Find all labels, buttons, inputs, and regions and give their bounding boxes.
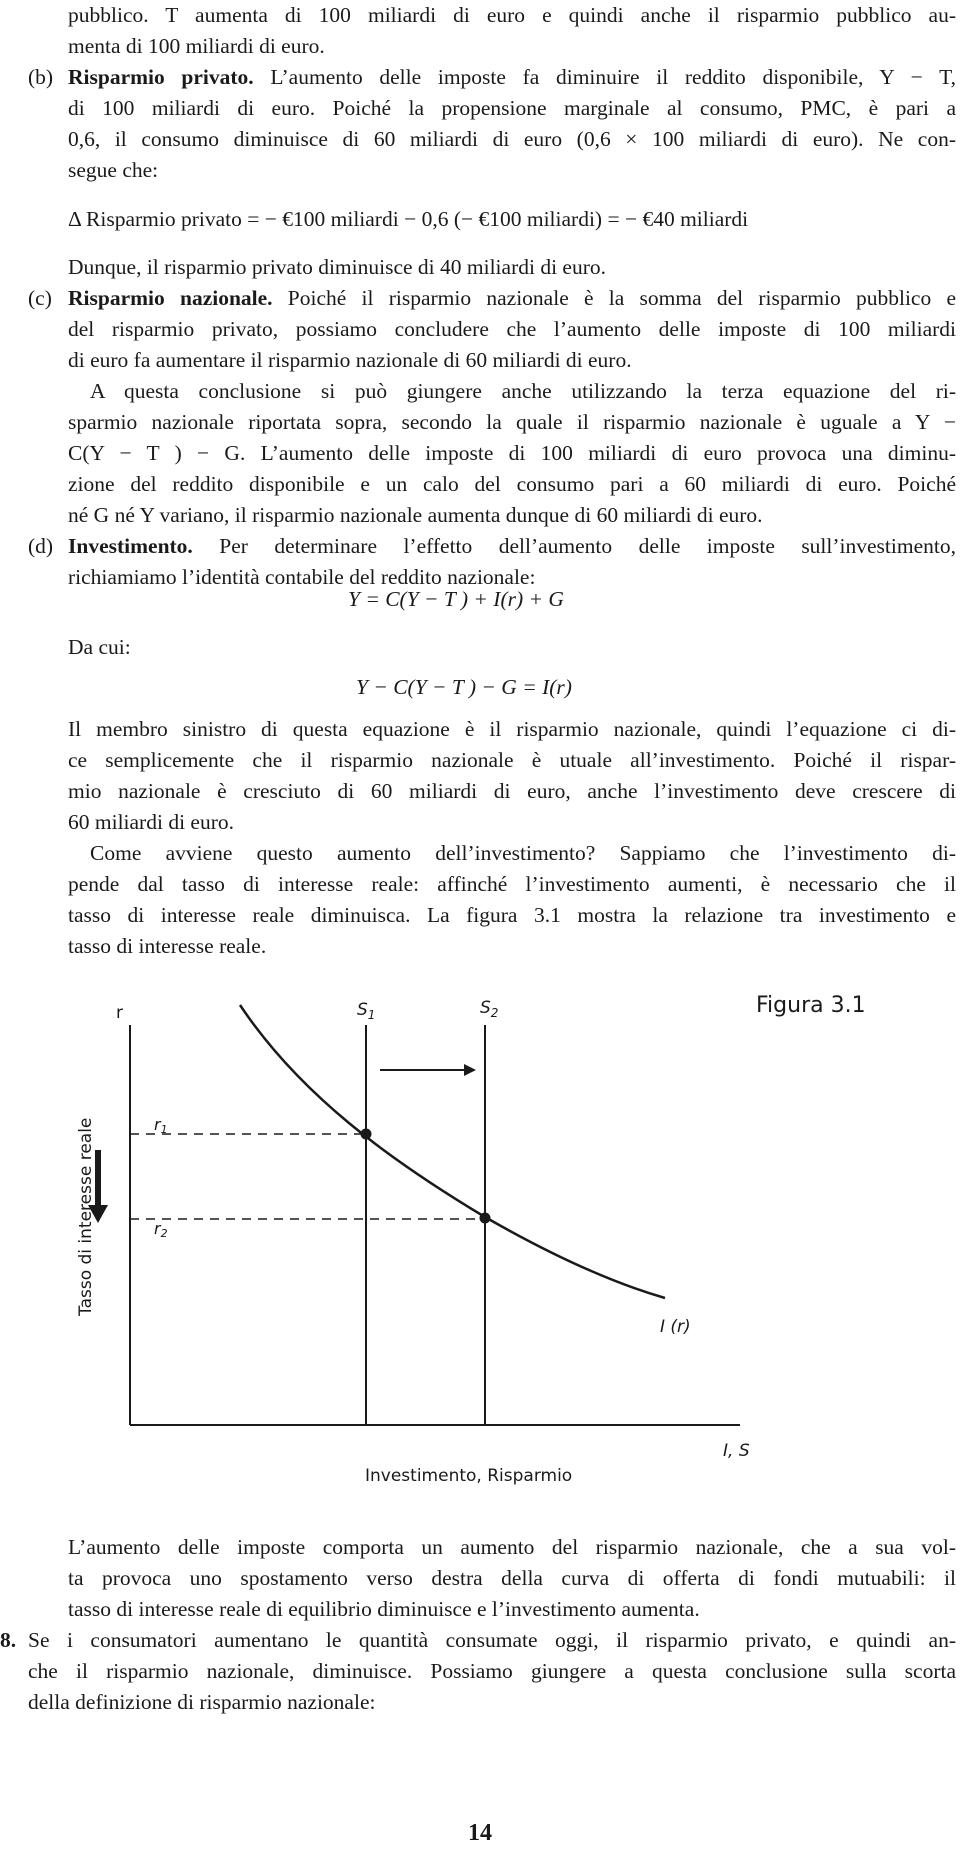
national-income-equation: Y = C(Y − T ) + I(r) + G [348,587,564,611]
r2-label: r2 [154,1219,168,1240]
text-line: pende dal tasso di interesse reale: affinché l’investimento aumenti, è necessario che il [68,872,956,896]
y-axis-symbol: r [116,1003,123,1023]
figure-3-1 [60,985,900,1500]
s2-label: $S_2$ [480,998,499,1020]
text-line: pubblico. T aumenta di 100 miliardi di euro e quindi anche il risparmio pubblico au- [68,3,956,27]
item-b-paragraph [68,62,956,186]
text-line: tasso di interesse reale di equilibrio diminuisce e l’investimento aumenta. [68,1597,700,1621]
da-cui-label: Da cui: [68,635,131,659]
page-number: 14 [468,1820,492,1846]
text-line: ta provoca uno spostamento verso destra della curva di offerta di fondi mutuabili: il [68,1566,956,1590]
text-line: L’aumento delle imposte comporta un aumento del risparmio nazionale, che a sua vol- [68,1535,956,1559]
text-line: A questa conclusione si può giungere anche utilizzando la terza equazione del ri- [90,379,956,403]
text-line: Come avviene questo aumento dell’investimento? Sappiamo che l’investimento di- [90,841,956,865]
item-b-conclusion: Dunque, il risparmio privato diminuisce di 40 miliardi di euro. [68,255,607,279]
figure-explanation [68,1532,956,1625]
item-d-heading: Investimento. [68,534,193,558]
r1-label: r1 [154,1115,168,1136]
text-line: ce semplicemente che il risparmio nazionale è utuale all’investimento. Poiché il rispar- [68,748,956,772]
text-line: di 100 miliardi di euro. Poiché la propensione marginale al consumo, PMC, è pari a [68,96,956,120]
curve-label: I (r) [660,1317,691,1337]
x-axis-symbol: I, S [723,1441,750,1461]
text-line: che il risparmio nazionale, diminuisce. Possiamo giungere a questa conclusione sulla scorta [28,1659,956,1683]
item-8-paragraph [28,1625,956,1718]
text-line: richiamiamo l’identità contabile del reddito nazionale: [68,565,536,589]
text-line: della definizione di risparmio nazionale: [28,1690,376,1714]
text-line: menta di 100 miliardi di euro. [68,34,325,58]
investment-curve [240,1005,665,1298]
private-saving-equation: Δ Risparmio privato = − €100 miliardi − 0,6 (− €100 miliardi) = − €40 miliardi [68,207,749,231]
item-c-paragraph [68,283,956,531]
intro-paragraph [68,0,956,62]
s1-label: $S_1$ [357,1000,376,1022]
text-line: segue che: [68,158,159,182]
equilibrium-point-2 [480,1213,491,1224]
item-d-explanation [68,714,956,962]
text-line: 60 miliardi di euro. [68,810,234,834]
text-line: Se i consumatori aumentano le quantità consumate oggi, il risparmio privato, e quindi an- [28,1628,956,1652]
text-line: sparmio nazionale riportata sopra, secondo la quale il risparmio nazionale è uguale a Y − [68,410,956,434]
x-axis-label: Investimento, Risparmio [365,1466,573,1486]
figure-title: Figura 3.1 [756,993,866,1018]
national-saving-equation: Y − C(Y − T ) − G = I(r) [356,675,572,699]
text-line: 0,6, il consumo diminuisce di 60 miliardi di euro (0,6 × 100 miliardi di euro). Ne con- [68,127,956,151]
item-d-label: (d) [28,534,54,558]
text-line: né G né Y variano, il risparmio nazionale aumenta dunque di 60 miliardi di euro. [68,503,763,527]
text-line: Poiché il risparmio nazionale è la somma del risparmio pubblico e [272,286,956,310]
item-c-heading: Risparmio nazionale. [68,286,273,310]
text-line: Il membro sinistro di questa equazione è il risparmio nazionale, quindi l’equazione ci di- [68,717,956,741]
text-line: Per determinare l’effetto dell’aumento delle imposte sull’investimento, [192,534,956,558]
item-c-label: (c) [28,286,52,310]
item-b-heading: Risparmio privato. [68,65,254,89]
text-line: di euro fa aumentare il risparmio nazionale di 60 miliardi di euro. [68,348,632,372]
text-line: C(Y − T ) − G. L’aumento delle imposte di 100 miliardi di euro provoca una diminu- [68,441,956,465]
equilibrium-point-1 [361,1129,372,1140]
item-8-label: 8. [0,1628,17,1652]
text-line: tasso di interesse reale diminuisca. La figura 3.1 mostra la relazione tra investimento e [68,903,956,927]
y-axis-label: Tasso di interesse reale [76,1117,96,1316]
text-line: tasso di interesse reale. [68,934,267,958]
text-line: zione del reddito disponibile e un calo del consumo pari a 60 miliardi di euro. Poiché [68,472,956,496]
text-line: del risparmio privato, possiamo concludere che l’aumento delle imposte di 100 miliardi [68,317,956,341]
text-line: L’aumento delle imposte fa diminuire il reddito disponibile, Y − T, [253,65,956,89]
item-b-label: (b) [28,65,54,89]
text-line: mio nazionale è cresciuto di 60 miliardi di euro, anche l’investimento deve crescere di [68,779,956,803]
shift-arrow-head [464,1064,476,1076]
